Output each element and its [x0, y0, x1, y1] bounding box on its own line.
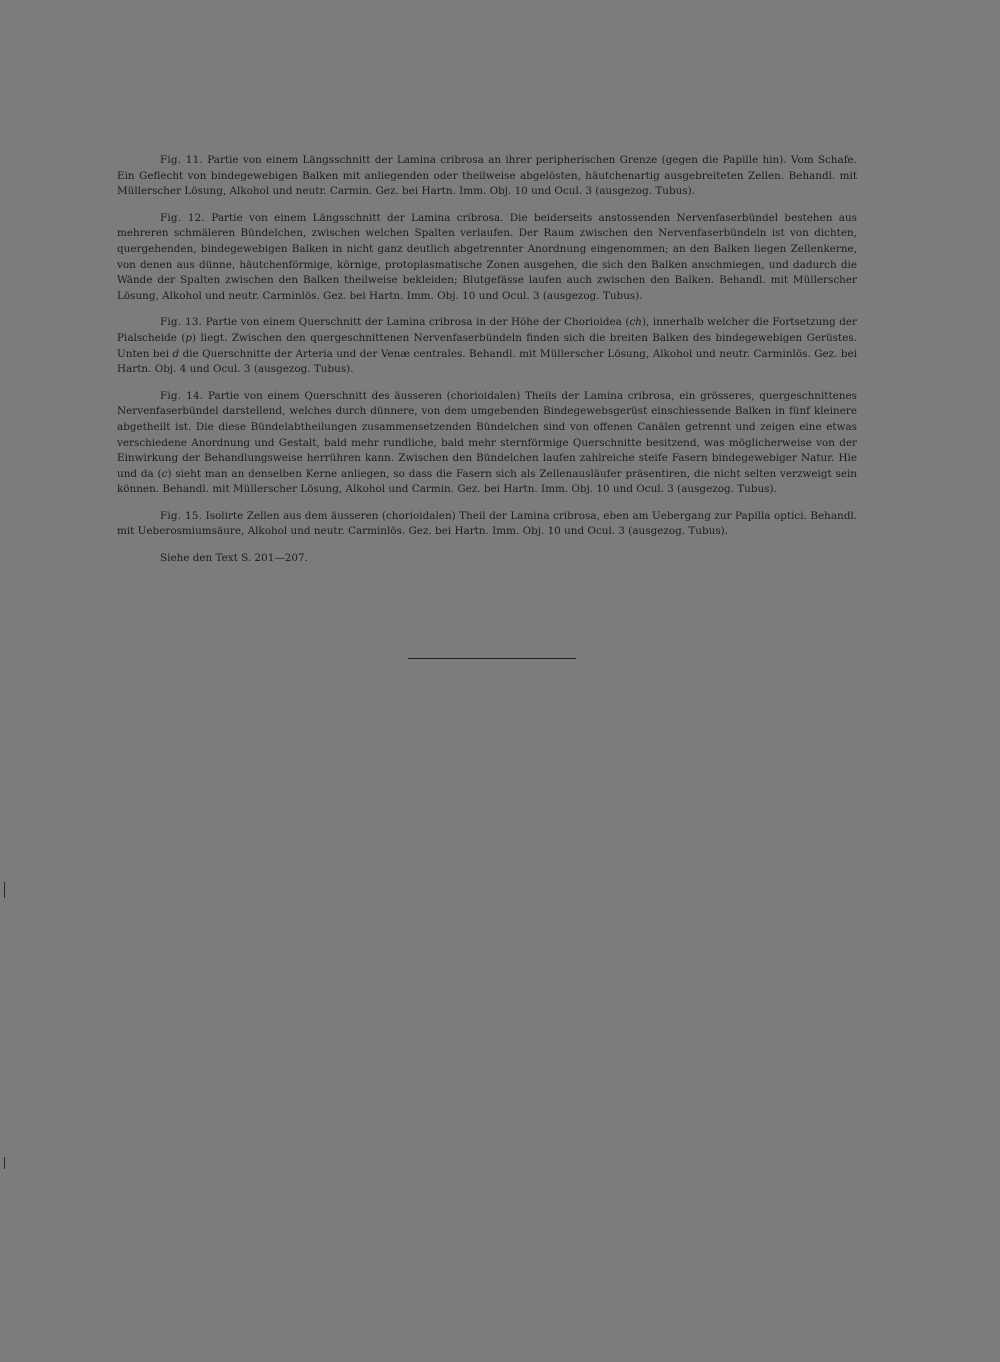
- caption-text: Partie von einem Längsschnitt der Lamina cribrosa an ihrer peripherischen Grenze (gegen die Papille hin). Vom Schafe. Ein Geflecht von bindegewebigen Balken mit anliegenden oder theilweise abgelösten, häutchenartig ausgebreiteten Zellen. Behandl. mit Müllerscher Lösung, Alkohol und neutr. Carmin. Gez. bei Hartn. Imm. Obj. 10 und Ocul. 3 (ausgezog. Tubus).: [117, 154, 857, 198]
- caption-label: Fig. 13.: [160, 316, 203, 329]
- caption-label: Fig. 15.: [160, 509, 203, 522]
- margin-mark: [4, 1157, 5, 1169]
- caption-fig-14: [117, 389, 857, 498]
- caption-text: ) sieht man an denselben Kerne anliegen, so dass die Fasern sich als Zellenausläufer präsentiren, die nicht selten verzweigt sein können. Behandl. mit Müllerscher Lösung, Alkohol und Carmin. Gez. bei Hartn. Imm. Obj. 10 und Ocul. 3 (ausgezog. Tubus).: [117, 467, 857, 496]
- closing-rule: [408, 658, 576, 659]
- caption-text: Partie von einem Längsschnitt der Lamina cribrosa. Die beiderseits anstossenden Nervenfaserbündel bestehen aus mehreren schmäleren Bündelchen, zwischen welchen Spalten verlaufen. Der Raum zwischen den Nervenfaserbündeln ist von dichten, quergehenden, bindegewebigen Balken in nicht ganz deutlich abgetrennter Anordnung eingenommen; an den Balken liegen Zellenkerne, von denen aus dünne, häutchenförmige, körnige, protoplasmatische Zonen ausgehen, die sich den Balken anschmiegen, und dadurch die Wände der Spalten zwischen den Balken theilweise bekleiden; Blutgefässe laufen auch zwischen den Balken. Behandl. mit Müllerscher Lösung, Alkohol und neutr. Carminlös. Gez. bei Hartn. Imm. Obj. 10 und Ocul. 3 (ausgezog. Tubus).: [117, 211, 857, 302]
- caption-fig-13: [117, 315, 857, 377]
- figure-captions: [117, 153, 857, 567]
- caption-label: Fig. 12.: [160, 211, 205, 224]
- caption-italic-p: p: [185, 331, 193, 344]
- caption-label: Fig. 14.: [160, 389, 204, 402]
- margin-mark: [4, 882, 5, 898]
- caption-text: ), innerhalb welcher die Fortsetzung der Pialscheide (: [117, 316, 857, 344]
- caption-label: Fig. 11.: [160, 154, 203, 166]
- caption-italic-c: c: [161, 467, 168, 480]
- caption-italic-ch: ch: [629, 316, 642, 329]
- caption-text: Isolirte Zellen aus dem äusseren (chorioidalen) Theil der Lamina cribrosa, eben am Uebergang zur Papilla optici. Behandl. mit Ueberosmiumsäure, Alkohol und neutr. Carminlös. Gez. bei Hartn. Imm. Obj. 10 und Ocul. 3 (ausgezog. Tubus).: [117, 509, 857, 538]
- caption-fig-12: [117, 211, 857, 305]
- caption-text: Partie von einem Querschnitt des äusseren (chorioidalen) Theils der Lamina cribrosa, ein grösseres, quergeschnittenes Nervenfaserbündel darstellend, welches durch dünnere, von dem umgebenden Bindegewebsgerüst einschiessende Balken in fünf kleinere abgetheilt ist. Die diese Bündelabtheilungen zusammensetzenden Bündelchen sind von offenen Canälen getrennt und zeigen eine etwas verschiedene Anordnung und Gestalt, bald mehr rundliche, bald mehr sternförmige Querschnitte besitzend, was möglicherweise von der Einwirkung der Behandlungsweise herrühren kann. Zwischen den Bündelchen laufen zahlreiche steife Fasern bindegewebiger Natur. Hie und da (: [117, 389, 857, 480]
- caption-text: die Querschnitte der Arteria und der Venæ centrales. Behandl. mit Müllerscher Lösung, Alkohol und neutr. Carminlös. Gez. bei Hartn. Obj. 4 und Ocul. 3 (ausgezog. Tubus).: [117, 347, 857, 376]
- caption-fig-15: [117, 509, 857, 540]
- see-text-reference: Siehe den Text S. 201—207.: [160, 552, 308, 565]
- caption-fig-11: [117, 153, 857, 200]
- caption-italic-d: d: [172, 347, 180, 360]
- caption-text: Partie von einem Querschnitt der Lamina cribrosa in der Höhe der Chorioidea (: [202, 316, 630, 329]
- caption-text: ) liegt. Zwischen den quergeschnittenen Nervenfaserbündeln finden sich die breiten Balken des bindegewebigen Gerüstes. Unten bei: [117, 331, 857, 360]
